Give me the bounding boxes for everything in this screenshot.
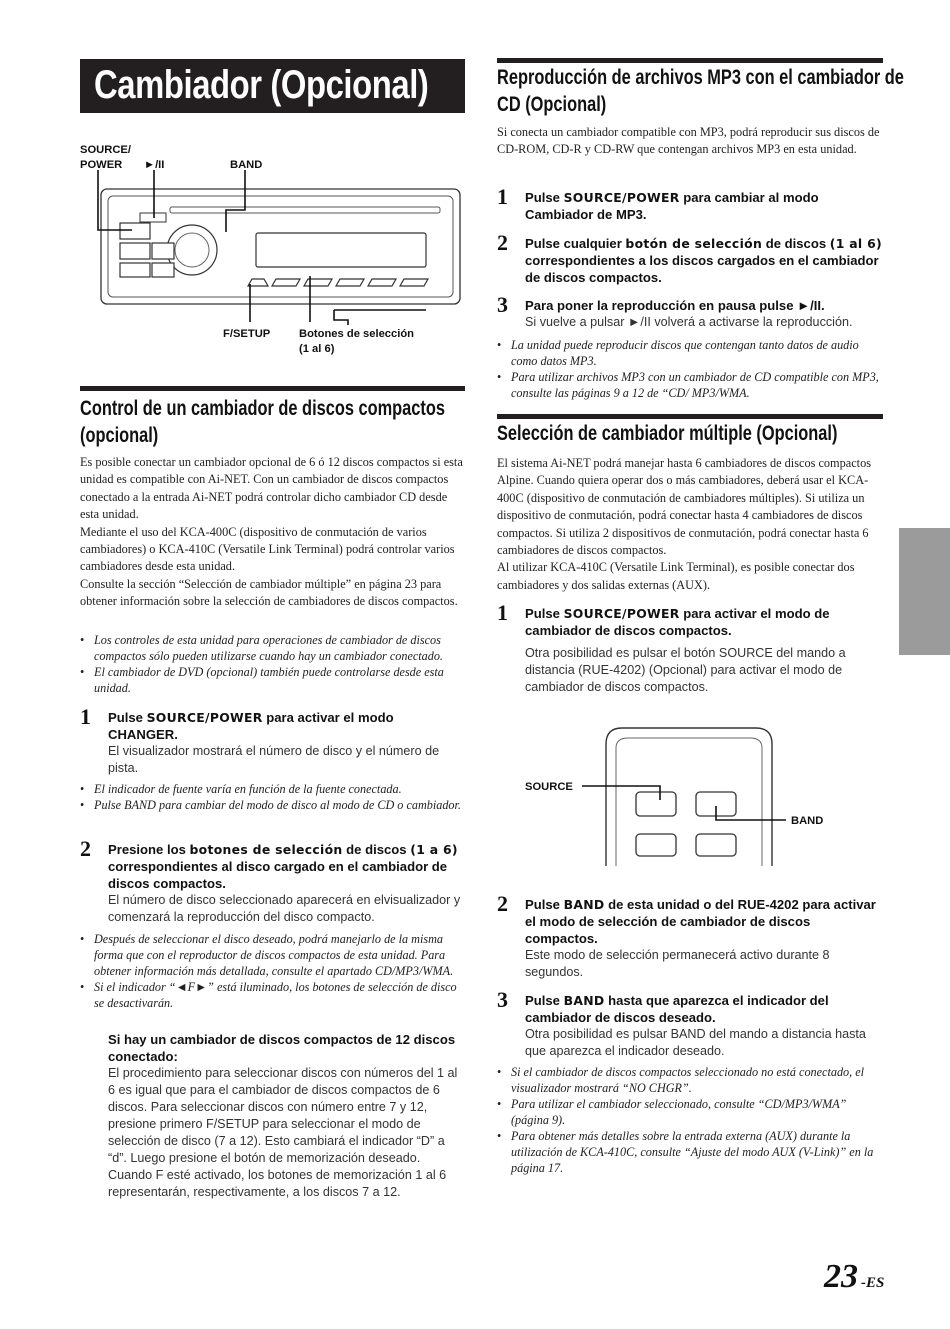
- list-item: • Para utilizar el cambiador seleccionado, consulte “CD/MP3/WMA” (página 9).: [497, 1097, 847, 1127]
- list-item: • El indicador de fuente varía en función de la fuente conectada.: [80, 782, 402, 796]
- multi-step-2: Pulse BAND de esta unidad o del RUE-4202 para activar el modo de selección de cambiador de discos compactos. Este modo de selección permanecerá activo durante 8 segundos.: [525, 897, 876, 979]
- head-unit-diagram: [80, 170, 470, 330]
- mp3-step-2: Pulse cualquier botón de selección de discos (1 al 6) correspondientes a los discos cargados en el cambiador de discos compactos.: [525, 236, 882, 285]
- step-number: 3: [497, 987, 508, 1012]
- step-number: 3: [497, 292, 508, 317]
- chapter-tab: [899, 528, 950, 655]
- control-bullets: [80, 632, 465, 696]
- step-number: 1: [80, 704, 91, 729]
- section-heading-mp3: Reproducción de archivos MP3 con el cambiador de CD (Opcional): [497, 66, 904, 116]
- mp3-step-3: Para poner la reproducción en pausa pulse ►/II. Si vuelve a pulsar ►/II volverá a activarse la reproducción.: [525, 298, 853, 329]
- label-band: BAND: [230, 159, 263, 171]
- page-title: Cambiador (Opcional): [94, 63, 429, 107]
- remote-control-diagram: [520, 720, 840, 870]
- step-number: 1: [497, 600, 508, 625]
- list-item: • El cambiador de DVD (opcional) también puede controlarse desde esta unidad.: [80, 665, 444, 695]
- section-rule: [497, 58, 883, 63]
- twelve-disc-info: [108, 1031, 463, 1201]
- label-fsetup: F/SETUP: [223, 328, 271, 340]
- label-selection-buttons: Botones de selección (1 al 6): [299, 328, 415, 355]
- multi-step-1: Pulse SOURCE/POWER para activar el modo de cambiador de discos compactos. Otra posibilidad es pulsar el botón SOURCE del mando a distancia (RUE-4202) (Opcional) para activar el modo de cambiador de discos compactos.: [525, 606, 846, 694]
- list-item: • Después de seleccionar el disco deseado, podrá manejarlo de la misma forma que con el reproductor de discos compactos de esta unidad. Para obtener información más detallada, consulte el apartado CD/MP3/WMA.: [80, 932, 454, 978]
- label-play-pause: ►/II: [144, 159, 165, 171]
- control-step-2: Presione los botones de selección de discos (1 a 6) correspondientes al disco cargado en el cambiador de discos compactos. El número de disco seleccionado aparecerá en elvisualizador y comenzará la reproducción del disco compacto.: [108, 842, 461, 924]
- section-rule: [497, 414, 883, 419]
- list-item: • Los controles de esta unidad para operaciones de cambiador de discos compactos sólo pueden utilizarse cuando hay un cambiador conectado.: [80, 633, 443, 663]
- page-number: 23: [824, 1258, 858, 1295]
- remote-source-label: SOURCE: [525, 781, 573, 793]
- control-intro: Es posible conectar un cambiador opcional de 6 ó 12 discos compactos si esta unidad es compatible con Ai-NET. Con un cambiador de discos compactos conectado a la entrada Ai-NET podrá controlar dicho cambiador CD desde esta unidad. Mediante el uso del KCA-400C (dispositivo de conmutación de varios cambiadores) o KCA-410C (Versatile Link Terminal) podrá controlar varios cambiadores desde esta unidad. Consulte la sección “Selección de cambiador múltiple” en página 23 para obtener información sobre la selección de cambiadores de discos compactos.: [80, 455, 463, 609]
- mp3-intro: Si conecta un cambiador compatible con MP3, podrá reproducir sus discos de CD-ROM, CD-R y CD-RW que contengan archivos MP3 en esta unidad.: [497, 125, 880, 157]
- control-step-1: Pulse SOURCE/POWER para activar el modo CHANGER. El visualizador mostrará el número de disco y el número de pista.: [108, 710, 440, 775]
- list-item: • Para utilizar archivos MP3 con un cambiador de CD compatible con MP3, consulte las páginas 9 a 12 de “CD/ MP3/WMA.: [497, 370, 879, 400]
- list-item: • Si el cambiador de discos compactos seleccionado no está conectado, el visualizador mostrará “NO CHGR”.: [497, 1065, 865, 1095]
- step-number: 2: [497, 891, 508, 916]
- control-bullets-2: [80, 781, 465, 813]
- page-suffix: -ES: [861, 1275, 885, 1291]
- step-number: 2: [497, 230, 508, 255]
- mp3-step-1: Pulse SOURCE/POWER para cambiar al modo Cambiador de MP3.: [525, 190, 819, 222]
- list-item: • La unidad puede reproducir discos que contengan tanto datos de audio como datos MP3.: [497, 338, 859, 368]
- multi-step-3: Pulse BAND hasta que aparezca el indicador del cambiador de discos deseado. Otra posibilidad es pulsar BAND del mando a distancia hasta que aparezca el indicador deseado.: [525, 993, 866, 1058]
- control-bullets-3: [80, 931, 465, 1011]
- section-heading-control: Control de un cambiador de discos compactos (opcional): [80, 397, 445, 447]
- step-number: 2: [80, 836, 91, 861]
- sub-heading: Si hay un cambiador de discos compactos de 12 discos conectado:: [108, 1032, 456, 1064]
- multi-bullets: [497, 1064, 883, 1176]
- list-item: • Para obtener más detalles sobre la entrada externa (AUX) durante la utilización de KCA-410C, consulte “Ajuste del modo AUX (V-Link)” en la página 17.: [497, 1129, 874, 1175]
- section-rule: [80, 386, 465, 391]
- multi-intro: El sistema Ai-NET podrá manejar hasta 6 cambiadores de discos compactos Alpine. Cuando quiera operar dos o más cambiadores, deberá usar el KCA-400C (dispositivo de conmutación de cambiadores múltiples). Si utiliza un dispositivo de conmutación, podrá conectar hasta 4 cambiadores de discos compactos. Si utiliza 2 dispositivos de conmutación, podrá conectar hasta 6 cambiadores de discos compactos. Al utilizar KCA-410C (Versatile Link Terminal), es posible conectar dos cambiadores y dos salidas externas (AUX).: [497, 456, 872, 592]
- section-heading-multi: Selección de cambiador múltiple (Opcional): [497, 422, 838, 445]
- remote-band-label: BAND: [791, 815, 824, 827]
- list-item: • Pulse BAND para cambiar del modo de disco al modo de CD o cambiador.: [80, 798, 461, 812]
- label-source-power: SOURCE/ POWER: [80, 144, 131, 171]
- mp3-bullets: [497, 337, 883, 401]
- step-number: 1: [497, 184, 508, 209]
- sub-paragraph: El procedimiento para seleccionar discos con números del 1 al 6 es igual que para el cambiador de discos compactos de 6 discos. Para seleccionar discos con número entre 7 y 12, presione primero F/SETUP para seleccionar el modo de selección de disco (7 a 12). Esto cambiará el indicador “D” a “d”. Luego presione el botón de memorización deseado. Cuando F esté activado, los botones de memorización 1 al 6 representarán, respectivamente, a los discos 7 a 12.: [108, 1066, 458, 1199]
- list-item: • Si el indicador “◄F►” está iluminado, los botones de selección de disco se desactivarán.: [80, 980, 457, 1010]
